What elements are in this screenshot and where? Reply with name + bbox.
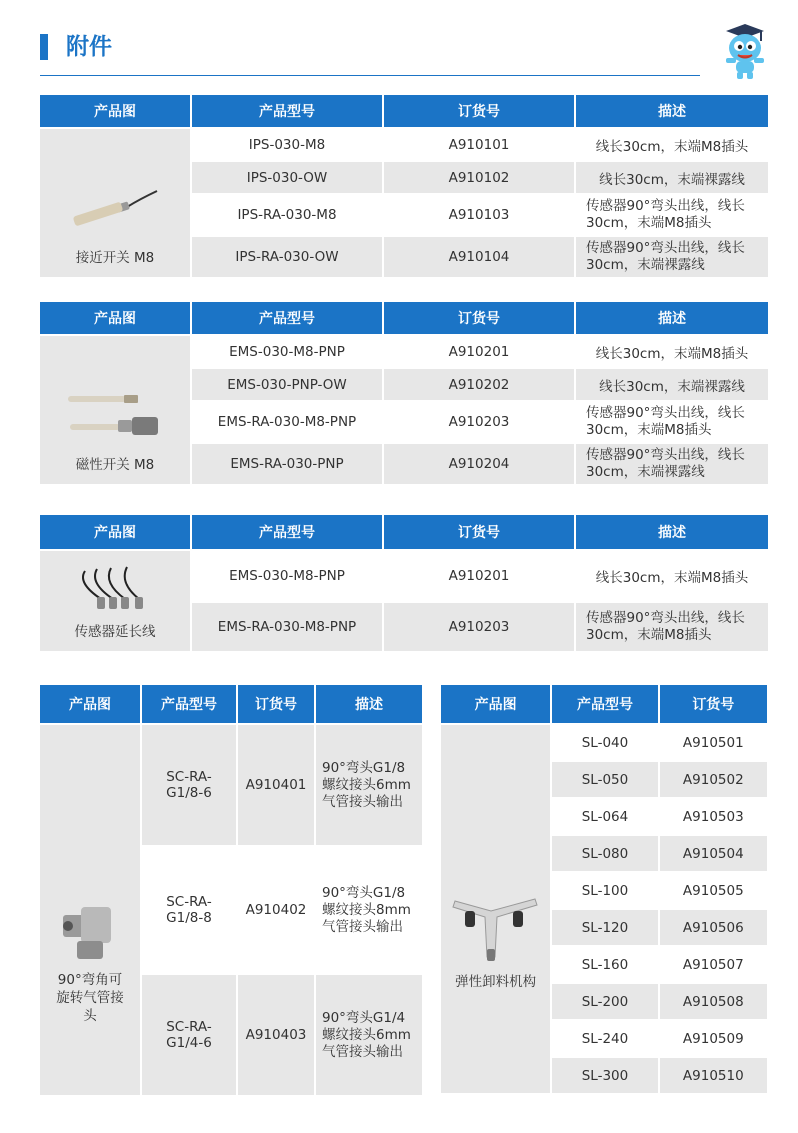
magnetic-switch-image-icon [60, 384, 170, 448]
table-cell-model: SC-RA-G1/4-6 [142, 975, 236, 1095]
table-cell-model: EMS-RA-030-M8-PNP [192, 603, 382, 651]
table-cell-order: A910403 [238, 975, 314, 1095]
table-cell-order: A910103 [384, 195, 574, 235]
fitting-label: 90°弯角可旋转气管接头 [56, 972, 124, 1024]
table-cell-order: A910401 [238, 725, 314, 845]
table-cell-model: SL-300 [552, 1058, 657, 1093]
header-order: 订货号 [238, 685, 314, 723]
table-cell-desc: 90°弯头G1/8螺纹接头6mm气管接头输出 [316, 725, 422, 845]
table-cell-order: A910502 [660, 762, 767, 797]
table-cell-order: A910508 [660, 984, 767, 1019]
table-cell-order: A910101 [384, 129, 574, 160]
unloader-table [439, 683, 769, 1095]
elbow-fitting-image-icon [55, 893, 125, 963]
table-cell-order: A910504 [660, 836, 767, 871]
table-cell-order: A910202 [384, 369, 574, 400]
extension-cable-image-icon [75, 563, 155, 615]
header-model: 产品型号 [192, 302, 382, 334]
table-cell-model: SL-064 [552, 799, 657, 834]
page-header [40, 30, 700, 76]
table-cell-desc: 线长30cm，末端M8插头 [576, 551, 768, 601]
magnetic-image-cell [40, 336, 190, 484]
table-cell-model: SL-160 [552, 947, 657, 982]
table-cell-model: SL-100 [552, 873, 657, 908]
proximity-label: 接近开关 M8 [75, 250, 155, 266]
table-cell-order: A910503 [660, 799, 767, 834]
table-cell-model: EMS-RA-030-PNP [192, 444, 382, 484]
table-cell-order: A910203 [384, 603, 574, 651]
table-cell-order: A910402 [238, 847, 314, 973]
table-cell-order: A910510 [660, 1058, 767, 1093]
table-cell-model: SL-200 [552, 984, 657, 1019]
table-cell-desc: 90°弯头G1/8螺纹接头8mm气管接头输出 [316, 847, 422, 973]
table-cell-order: A910505 [660, 873, 767, 908]
header-model: 产品型号 [192, 515, 382, 549]
header-model: 产品型号 [192, 95, 382, 127]
table-cell-order: A910203 [384, 402, 574, 442]
page-title: 附件 [66, 34, 112, 60]
table-cell-desc: 传感器90°弯头出线，线长30cm，末端M8插头 [576, 603, 768, 651]
table-cell-model: EMS-030-M8-PNP [192, 336, 382, 367]
table-cell-order: A910506 [660, 910, 767, 945]
table-cell-desc: 90°弯头G1/4螺纹接头6mm气管接头输出 [316, 975, 422, 1095]
table-cell-desc: 线长30cm，末端裸露线 [576, 162, 768, 193]
table-cell-model: SL-080 [552, 836, 657, 871]
title-accent-bar [40, 34, 48, 60]
fitting-image-cell [40, 725, 140, 1095]
table-cell-order: A910201 [384, 551, 574, 601]
table-cell-model: IPS-030-OW [192, 162, 382, 193]
table-cell-order: A910204 [384, 444, 574, 484]
table-cell-order: A910507 [660, 947, 767, 982]
table-cell-desc: 线长30cm，末端裸露线 [576, 369, 768, 400]
table-cell-desc: 传感器90°弯头出线，线长30cm，末端M8插头 [576, 402, 768, 442]
header-image: 产品图 [40, 685, 140, 723]
unloader-image-cell [441, 725, 550, 1093]
proximity-switch-table [38, 93, 770, 279]
table-cell-order: A910509 [660, 1021, 767, 1056]
header-image: 产品图 [40, 515, 190, 549]
header-order: 订货号 [660, 685, 767, 723]
table-cell-order: A910104 [384, 237, 574, 277]
table-cell-desc: 传感器90°弯头出线，线长30cm，末端裸露线 [576, 444, 768, 484]
table-cell-model: IPS-030-M8 [192, 129, 382, 160]
table-cell-model: SL-040 [552, 725, 657, 760]
elbow-fitting-table [38, 683, 424, 1097]
table-cell-order: A910201 [384, 336, 574, 367]
table-cell-model: IPS-RA-030-M8 [192, 195, 382, 235]
header-desc: 描述 [576, 95, 768, 127]
header-desc: 描述 [316, 685, 422, 723]
unloader-label: 弹性卸料机构 [455, 974, 537, 990]
header-order: 订货号 [384, 515, 574, 549]
table-cell-model: EMS-030-M8-PNP [192, 551, 382, 601]
table-cell-model: SL-120 [552, 910, 657, 945]
header-order: 订货号 [384, 302, 574, 334]
unloader-image-icon [451, 897, 541, 965]
extension-cable-table [38, 513, 770, 653]
mascot-logo-icon [720, 22, 770, 80]
table-cell-order: A910102 [384, 162, 574, 193]
table-cell-desc: 传感器90°弯头出线，线长30cm，末端M8插头 [576, 195, 768, 235]
extension-image-cell [40, 551, 190, 651]
header-image: 产品图 [441, 685, 550, 723]
table-cell-model: EMS-030-PNP-OW [192, 369, 382, 400]
table-cell-desc: 线长30cm，末端M8插头 [576, 336, 768, 367]
table-cell-desc: 传感器90°弯头出线，线长30cm，末端裸露线 [576, 237, 768, 277]
table-cell-order: A910501 [660, 725, 767, 760]
table-cell-model: SL-050 [552, 762, 657, 797]
table-cell-model: SL-240 [552, 1021, 657, 1056]
header-desc: 描述 [576, 302, 768, 334]
proximity-image-cell [40, 129, 190, 277]
header-model: 产品型号 [552, 685, 657, 723]
magnetic-label: 磁性开关 M8 [75, 457, 155, 473]
header-desc: 描述 [576, 515, 768, 549]
table-cell-model: SC-RA-G1/8-8 [142, 847, 236, 973]
header-model: 产品型号 [142, 685, 236, 723]
magnetic-switch-table [38, 300, 770, 486]
table-cell-model: SC-RA-G1/8-6 [142, 725, 236, 845]
table-cell-model: EMS-RA-030-M8-PNP [192, 402, 382, 442]
extension-label: 传感器延长线 [74, 624, 156, 640]
table-cell-desc: 线长30cm，末端M8插头 [576, 129, 768, 160]
header-image: 产品图 [40, 95, 190, 127]
proximity-sensor-image-icon [65, 181, 165, 241]
header-order: 订货号 [384, 95, 574, 127]
header-image: 产品图 [40, 302, 190, 334]
table-cell-model: IPS-RA-030-OW [192, 237, 382, 277]
